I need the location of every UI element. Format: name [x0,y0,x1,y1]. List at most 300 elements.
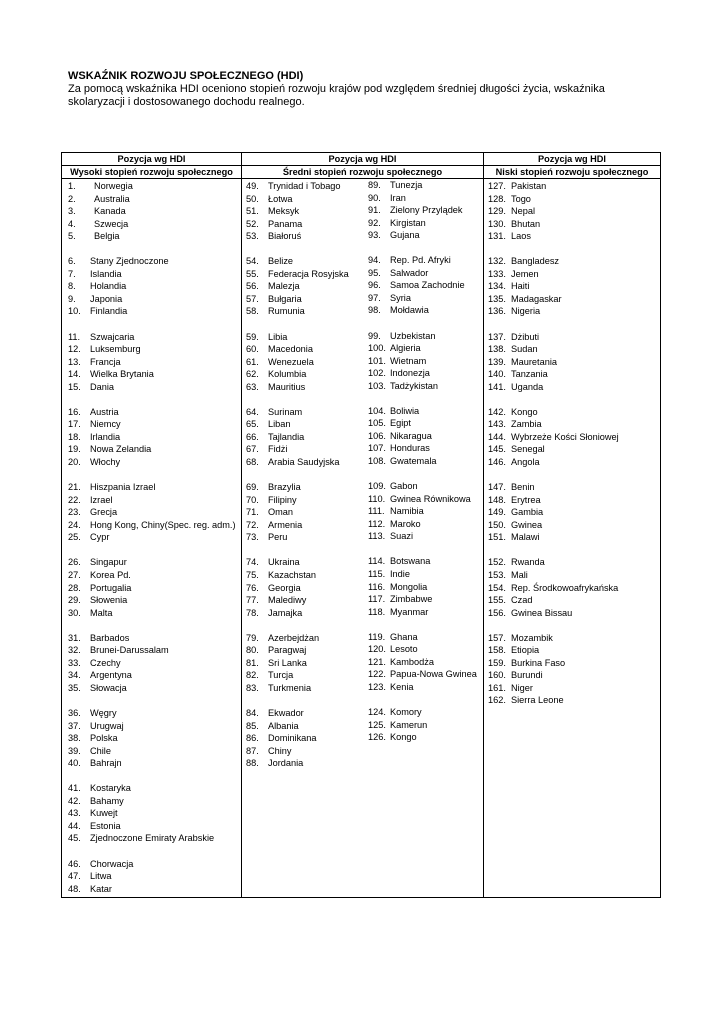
country-name: Turkmenia [268,682,312,693]
list-item [484,318,660,331]
country-name: Izrael [90,494,113,505]
list-item [484,255,660,268]
rank-number: 14. [68,369,81,380]
country-name: Ekwador [268,707,304,718]
list-item [62,506,241,519]
country-name: Gwinea Bissau [511,607,573,618]
high-country-list [62,179,241,897]
list-item [484,243,660,256]
rank-number: 72. [246,519,259,530]
list-item [484,406,660,419]
list-item [364,468,484,481]
country-name: Malediwy [268,595,307,606]
country-name: Maroko [390,518,421,529]
country-name: Sierra Leone [511,695,564,706]
rank-number: 110. [368,493,386,504]
rank-number: 102. [368,368,386,379]
rank-number: 107. [368,443,386,454]
list-item [364,229,484,242]
country-name: Gwinea Równikowa [390,493,471,504]
list-item [364,543,484,556]
list-item [62,393,241,406]
country-name: Kolumbia [268,369,307,380]
country-name: Indie [390,568,410,579]
country-name: Papua-Nowa Gwinea [390,669,477,680]
rank-number: 128. [488,193,506,204]
rank-number: 17. [68,419,81,430]
rank-number: 60. [246,344,259,355]
country-name: Kuwejt [90,808,118,819]
rank-number: 77. [246,595,259,606]
list-item [484,657,660,670]
list-item [242,757,483,770]
country-name: Albania [268,720,299,731]
country-name: Irlandia [90,431,121,442]
country-name: Senegal [511,444,545,455]
rank-number: 142. [488,406,506,417]
list-item [484,205,660,218]
list-item [364,192,484,205]
country-name: Haiti [511,281,530,292]
rank-number: 144. [488,431,506,442]
rank-number: 35. [68,682,81,693]
country-name: Malta [90,607,113,618]
list-item [484,469,660,482]
country-name: Luksemburg [90,344,141,355]
rank-number: 22. [68,494,81,505]
list-item [62,594,241,607]
list-item [62,519,241,532]
medium-level-header: Średni stopień rozwoju społecznego [242,166,484,179]
rank-number: 29. [68,595,81,606]
country-name: Gujana [390,230,420,241]
rank-number: 5. [68,231,76,242]
list-item [364,731,484,744]
list-item [364,618,484,631]
rank-number: 101. [368,355,386,366]
country-name: Zimbabwe [390,594,433,605]
list-item [62,669,241,682]
rank-number: 141. [488,381,506,392]
country-name: Francja [90,356,121,367]
rank-number: 134. [488,281,506,292]
list-item [484,193,660,206]
list-item [484,556,660,569]
country-name: Włochy [90,457,121,468]
country-name: Bangladesz [511,256,560,267]
list-item [62,682,241,695]
country-name: Argentyna [90,670,132,681]
country-name: Litwa [90,871,112,882]
country-name: Gambia [511,507,544,518]
country-name: Kostaryka [90,783,131,794]
list-item [62,343,241,356]
rank-number: 145. [488,444,506,455]
rank-number: 104. [368,405,386,416]
list-item [62,368,241,381]
list-item [62,845,241,858]
rank-number: 117. [368,594,386,605]
list-item [364,593,484,606]
country-name: Paragwaj [268,645,307,656]
rank-number: 20. [68,457,81,468]
list-item [364,330,484,343]
rank-number: 106. [368,430,386,441]
country-name: Wenezuela [268,356,314,367]
country-name: Kamerun [390,719,428,730]
rank-number: 155. [488,595,506,606]
country-name: Komory [390,706,422,717]
country-name: Kanada [94,206,126,217]
list-item [364,304,484,317]
rank-number: 88. [246,758,259,769]
country-name: Georgia [268,582,301,593]
country-name: Botswana [390,556,431,567]
list-item [484,456,660,469]
rank-number: 6. [68,256,76,267]
list-item [484,607,660,620]
list-item [364,518,484,531]
country-name: Honduras [390,443,430,454]
rank-number: 40. [68,758,81,769]
rank-number: 67. [246,444,259,455]
medium-subcolumn-b [364,179,484,744]
country-name: Słowacja [90,682,127,693]
rank-number: 130. [488,218,506,229]
rank-number: 12. [68,344,81,355]
list-item [484,280,660,293]
list-item [62,268,241,281]
rank-number: 113. [368,531,386,542]
rank-number: 66. [246,431,259,442]
country-name: Dominikana [268,733,317,744]
list-item [484,619,660,632]
country-name: Angola [511,457,540,468]
list-item [484,393,660,406]
list-item [484,443,660,456]
country-name: Kongo [511,406,538,417]
rank-number: 159. [488,657,506,668]
country-name: Kirgistan [390,217,426,228]
rank-number: 150. [488,519,506,530]
list-item [62,757,241,770]
rank-number: 131. [488,231,506,242]
rank-number: 109. [368,481,386,492]
country-name: Oman [268,507,294,518]
country-name: Japonia [90,293,123,304]
country-name: Rwanda [511,557,545,568]
country-name: Niger [511,682,533,693]
country-name: Burkina Faso [511,657,566,668]
rank-number: 118. [368,606,386,617]
list-item [62,456,241,469]
header-row-position [62,153,661,166]
rank-number: 21. [68,482,81,493]
rank-number: 160. [488,670,506,681]
country-name: Salwador [390,267,429,278]
list-item [62,406,241,419]
country-name: Armenia [268,519,303,530]
country-name: Uzbekistan [390,330,436,341]
country-name: Burundi [511,670,543,681]
country-name: Mongolia [390,581,428,592]
rank-number: 42. [68,795,81,806]
list-item [364,355,484,368]
list-item [364,581,484,594]
document-title: WSKAŹNIK ROZWOJU SPOŁECZNEGO (HDI) [68,70,304,82]
country-name: Mauretania [511,356,557,367]
rank-number: 152. [488,557,506,568]
list-item [62,870,241,883]
country-name: Tanzania [511,369,548,380]
country-name: Egipt [390,418,411,429]
list-item [484,519,660,532]
country-name: Czechy [90,657,121,668]
list-item [484,268,660,281]
list-item [484,180,660,193]
rank-number: 154. [488,582,506,593]
list-item [62,381,241,394]
country-name: Singapur [90,557,127,568]
rank-number: 49. [246,181,259,191]
list-item [364,606,484,619]
country-name: Nigeria [511,306,541,317]
country-name: Ghana [390,631,418,642]
rank-number: 111. [368,506,385,517]
list-item [62,883,241,896]
list-item [364,242,484,255]
list-item [484,481,660,494]
rank-number: 28. [68,582,81,593]
list-item [484,506,660,519]
rank-number: 38. [68,733,81,744]
list-item [484,669,660,682]
list-item [62,544,241,557]
list-item [62,657,241,670]
list-item [62,556,241,569]
rank-number: 47. [68,871,81,882]
country-name: Sri Lanka [268,657,307,668]
country-name: Tunezja [390,180,423,190]
country-name: Mauritius [268,381,306,392]
rank-number: 95. [368,267,381,278]
list-item [62,820,241,833]
list-item [364,706,484,719]
list-item [364,505,484,518]
medium-position-header: Pozycja wg HDI [242,153,484,166]
rank-number: 65. [246,419,259,430]
country-name: Liban [268,419,291,430]
country-name: Rep. Środkowoafrykańska [511,582,619,593]
country-name: Estonia [90,820,121,831]
rank-number: 146. [488,457,506,468]
rank-number: 19. [68,444,81,455]
rank-number: 73. [246,532,259,543]
list-item [62,632,241,645]
list-item [364,267,484,280]
country-name: Algieria [390,343,421,354]
country-name: Nowa Zelandia [90,444,152,455]
rank-number: 82. [246,670,259,681]
rank-number: 122. [368,669,386,680]
rank-number: 98. [368,305,381,316]
rank-number: 46. [68,858,81,869]
list-item [484,632,660,645]
list-item [62,205,241,218]
country-name: Namibia [390,506,424,517]
country-name: Jemen [511,268,539,279]
list-item [62,720,241,733]
list-item [62,807,241,820]
country-name: Pakistan [511,181,547,191]
rank-number: 115. [368,568,386,579]
list-item [484,218,660,231]
country-name: Togo [511,193,531,204]
rank-number: 45. [68,833,81,844]
rank-number: 120. [368,644,386,655]
rank-number: 92. [368,217,381,228]
country-name: Urugwaj [90,720,124,731]
list-item [364,217,484,230]
country-name: Barbados [90,632,130,643]
rank-number: 126. [368,732,386,743]
rank-number: 31. [68,632,81,643]
list-item [62,318,241,331]
rank-number: 157. [488,632,506,643]
rank-number: 87. [246,745,259,756]
rank-number: 39. [68,745,81,756]
country-name: Meksyk [268,206,300,217]
country-name: Kenia [390,681,414,692]
country-name: Łotwa [268,193,293,204]
country-name: Niemcy [90,419,121,430]
list-item [62,331,241,344]
rank-number: 136. [488,306,506,317]
list-item [364,279,484,292]
country-name: Norwegia [94,181,133,191]
rank-number: 10. [68,306,81,317]
list-item [364,380,484,393]
country-name: Stany Zjednoczone [90,256,169,267]
country-name: Cypr [90,532,110,543]
list-item [364,405,484,418]
country-name: Holandia [90,281,127,292]
rank-number: 97. [368,292,381,303]
rank-number: 2. [68,193,76,204]
rank-number: 52. [246,218,259,229]
intro-paragraph: Za pomocą wskaźnika HDI oceniono stopień rozwoju krajów pod względem średniej długości życia, wskaźnika skolaryzacji i dostosowanego dochodu realnego. [68,83,605,108]
rank-number: 4. [68,218,76,229]
list-item [364,430,484,443]
country-name: Bułgaria [268,293,302,304]
list-item [364,342,484,355]
list-item [364,417,484,430]
list-item [484,368,660,381]
rank-number: 114. [368,556,386,567]
rank-number: 116. [368,581,386,592]
country-name: Mali [511,569,528,580]
rank-number: 149. [488,507,506,518]
rank-number: 139. [488,356,506,367]
country-name: Suazi [390,531,413,542]
country-name: Arabia Saudyjska [268,457,340,468]
rank-number: 32. [68,645,81,656]
low-level-header: Niski stopień rozwoju społecznego [484,166,661,179]
country-name: Bhutan [511,218,541,229]
country-name: Austria [90,406,119,417]
list-item [62,531,241,544]
rank-number: 119. [368,631,386,642]
rank-number: 13. [68,356,81,367]
country-name: Hiszpania Izrael [90,482,156,493]
list-item [364,292,484,305]
country-name: Ukraina [268,557,300,568]
list-item [62,180,241,193]
rank-number: 23. [68,507,81,518]
country-name: Hong Kong, Chiny(Spec. reg. adm.) [90,519,236,530]
high-development-column [62,179,242,898]
list-item [364,317,484,330]
rank-number: 138. [488,344,506,355]
rank-number: 61. [246,356,259,367]
list-item [62,732,241,745]
rank-number: 89. [368,180,381,190]
rank-number: 36. [68,707,81,718]
list-item [62,293,241,306]
country-name: Jamajka [268,607,303,618]
country-name: Samoa Zachodnie [390,280,465,291]
rank-number: 143. [488,419,506,430]
rank-number: 11. [68,331,81,342]
rank-number: 75. [246,569,259,580]
list-item [62,243,241,256]
country-name: Turcja [268,670,294,681]
rank-number: 71. [246,507,259,518]
list-item [62,218,241,231]
country-name: Zjednoczone Emiraty Arabskie [90,833,215,844]
list-item [484,343,660,356]
rank-number: 123. [368,681,386,692]
rank-number: 26. [68,557,81,568]
rank-number: 62. [246,369,259,380]
list-item [484,494,660,507]
rank-number: 85. [246,720,259,731]
country-name: Czad [511,595,533,606]
country-name: Brazylia [268,482,301,493]
list-item [364,179,484,192]
country-name: Boliwia [390,405,420,416]
country-name: Fidżi [268,444,288,455]
country-name: Australia [94,193,130,204]
rank-number: 133. [488,268,506,279]
country-name: Jordania [268,758,304,769]
country-name: Mozambik [511,632,553,643]
country-name: Białoruś [268,231,302,242]
rank-number: 162. [488,695,506,706]
rank-number: 93. [368,230,381,241]
rank-number: 74. [246,557,259,568]
country-name: Wielka Brytania [90,369,154,380]
rank-number: 91. [368,205,381,216]
list-item [62,582,241,595]
list-item [364,480,484,493]
rank-number: 84. [246,707,259,718]
rank-number: 153. [488,569,506,580]
country-name: Belgia [94,231,120,242]
rank-number: 147. [488,482,506,493]
country-name: Malezja [268,281,300,292]
rank-number: 25. [68,532,81,543]
